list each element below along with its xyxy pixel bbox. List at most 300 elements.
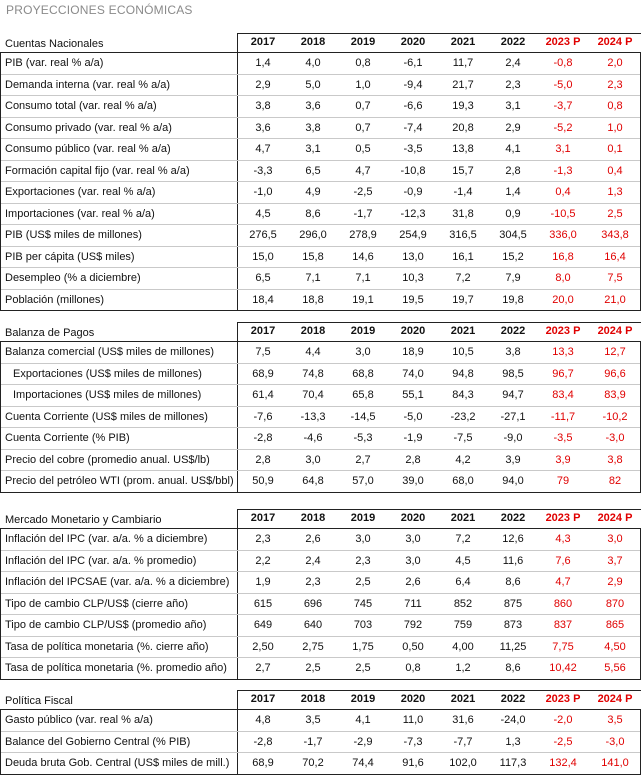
table-body: [0, 529, 641, 680]
value-cell: -2,5: [353, 186, 373, 198]
value-cell: -7,3: [403, 735, 423, 748]
value-cell: 84,3: [452, 389, 474, 401]
value-cell: 1,0: [607, 121, 623, 134]
value-cell: 4,2: [455, 453, 471, 466]
row-label: Cuenta Corriente (US$ miles de millones): [5, 410, 208, 423]
value-cell: -3,7: [553, 100, 573, 112]
year-header: 2019: [350, 512, 376, 524]
row-label: Población (millones): [5, 293, 105, 306]
value-cell: 4,0: [305, 57, 321, 69]
value-cell: 4,9: [305, 186, 321, 198]
value-cell: 64,8: [302, 475, 324, 487]
value-cell: 132,4: [549, 757, 577, 769]
value-cell: 2,3: [355, 554, 371, 567]
year-header: 2018: [300, 325, 326, 337]
value-cell: 875: [503, 597, 523, 610]
value-cell: 3,0: [305, 453, 321, 466]
table-body: [0, 342, 641, 493]
value-cell: 2,7: [355, 453, 371, 466]
value-cell: 0,9: [505, 207, 521, 220]
value-cell: -3,3: [253, 164, 273, 177]
value-cell: 1,3: [607, 186, 623, 198]
value-cell: 2,3: [505, 78, 521, 91]
table-row: [1, 753, 640, 774]
value-cell: 98,5: [502, 367, 524, 380]
value-cell: 8,6: [505, 576, 521, 588]
value-cell: 6,5: [305, 164, 321, 177]
value-cell: 870: [605, 597, 625, 610]
value-cell: 4,4: [305, 346, 321, 358]
value-cell: -3,5: [403, 143, 423, 155]
value-cell: -7,7: [453, 735, 473, 748]
value-cell: 1,75: [352, 640, 374, 653]
table-row: [1, 428, 640, 450]
value-cell: -23,2: [450, 410, 476, 423]
table-row: [1, 658, 640, 679]
value-cell: -7,6: [253, 410, 273, 423]
value-cell: 20,0: [552, 293, 574, 306]
table-row: [1, 615, 640, 637]
value-cell: 640: [303, 619, 323, 631]
value-cell: 3,7: [607, 554, 623, 567]
year-header: 2017: [250, 693, 276, 705]
section-title: Balanza de Pagos: [5, 327, 95, 339]
value-cell: 649: [253, 619, 273, 631]
value-cell: -10,5: [550, 207, 576, 220]
row-label: Exportaciones (var. real % a/a): [5, 186, 156, 198]
value-cell: 711: [404, 597, 422, 610]
value-cell: 57,0: [352, 475, 374, 487]
value-cell: 4,7: [255, 143, 271, 155]
table-row: [1, 471, 640, 492]
row-label: Desempleo (% a diciembre): [5, 272, 141, 284]
year-header: 2020: [400, 512, 426, 524]
value-cell: 276,5: [249, 229, 277, 241]
value-cell: -2,8: [253, 432, 273, 444]
value-cell: 0,5: [355, 143, 371, 155]
year-header: 2023 P: [545, 36, 581, 48]
row-label: Consumo privado (var. real % a/a): [5, 121, 172, 134]
value-cell: 759: [453, 619, 473, 631]
value-cell: 0,8: [405, 662, 421, 674]
value-cell: 336,0: [549, 229, 577, 241]
value-cell: -2,0: [553, 714, 573, 726]
section-header: [0, 509, 641, 529]
row-label: Deuda bruta Gob. Central (US$ miles de mill.): [5, 757, 230, 769]
year-header: 2023 P: [545, 512, 581, 524]
value-cell: 852: [453, 597, 473, 610]
value-cell: 304,5: [499, 229, 527, 241]
table-row: [1, 385, 640, 407]
value-cell: 4,00: [452, 640, 474, 653]
value-cell: 15,0: [252, 250, 274, 263]
value-cell: 102,0: [449, 757, 477, 769]
row-label: Exportaciones (US$ miles de millones): [13, 367, 202, 380]
value-cell: -0,8: [553, 57, 573, 69]
value-cell: -10,2: [602, 410, 628, 423]
value-cell: 2,5: [305, 662, 321, 674]
value-cell: 1,9: [255, 576, 271, 588]
value-cell: 19,3: [452, 100, 474, 112]
year-header: 2024 P: [597, 36, 633, 48]
table-row: [1, 225, 640, 247]
value-cell: 2,2: [255, 554, 271, 567]
year-header: 2017: [250, 512, 276, 524]
value-cell: 2,8: [505, 164, 521, 177]
value-cell: 6,4: [455, 576, 471, 588]
value-cell: 3,1: [305, 143, 321, 155]
value-cell: 7,2: [455, 533, 471, 545]
value-cell: -5,3: [353, 432, 373, 444]
table-row: [1, 268, 640, 290]
table-row: [1, 247, 640, 269]
row-label: Consumo total (var. real % a/a): [5, 100, 157, 112]
value-cell: 3,8: [305, 121, 321, 134]
value-cell: 21,0: [604, 293, 626, 306]
section-header: [0, 322, 641, 342]
value-cell: 3,0: [405, 554, 421, 567]
value-cell: 4,1: [505, 143, 521, 155]
value-cell: 3,1: [555, 143, 571, 155]
value-cell: 19,7: [452, 293, 474, 306]
year-header: 2021: [450, 36, 476, 48]
value-cell: 1,4: [255, 57, 271, 69]
value-cell: -2,9: [353, 735, 373, 748]
value-cell: -2,8: [253, 735, 273, 748]
value-cell: 11,0: [402, 714, 424, 726]
value-cell: 21,7: [452, 78, 474, 91]
table-row: [1, 572, 640, 594]
value-cell: 4,3: [555, 533, 571, 545]
value-cell: 2,4: [305, 554, 321, 567]
value-cell: 3,0: [355, 346, 371, 358]
row-label: PIB (var. real % a/a): [5, 57, 104, 69]
value-cell: 15,8: [302, 250, 324, 263]
year-header: 2019: [350, 325, 376, 337]
value-cell: 7,6: [555, 554, 571, 567]
value-cell: 2,8: [405, 453, 421, 466]
value-cell: 2,3: [607, 78, 623, 91]
value-cell: 68,9: [252, 757, 274, 769]
value-cell: 4,7: [555, 576, 571, 588]
value-cell: -5,0: [553, 78, 573, 91]
table-row: [1, 53, 640, 75]
value-cell: 1,4: [505, 186, 521, 198]
value-cell: 4,1: [355, 714, 371, 726]
value-cell: 70,2: [302, 757, 324, 769]
page-title: PROYECCIONES ECONÓMICAS: [6, 3, 193, 17]
value-cell: 10,42: [549, 662, 577, 674]
value-cell: 11,7: [452, 57, 474, 69]
value-cell: 20,8: [452, 121, 474, 134]
value-cell: 16,1: [452, 250, 474, 263]
section-title: Política Fiscal: [5, 695, 73, 707]
table-row: [1, 551, 640, 573]
value-cell: 12,7: [604, 346, 626, 358]
value-cell: 14,6: [352, 250, 374, 263]
table-row: [1, 732, 640, 754]
value-cell: 74,8: [302, 367, 324, 380]
value-cell: 696: [303, 597, 323, 610]
value-cell: 7,1: [355, 272, 371, 284]
year-header: 2021: [450, 693, 476, 705]
value-cell: 50,9: [252, 475, 274, 487]
value-cell: 74,0: [402, 367, 424, 380]
value-cell: 3,9: [505, 453, 521, 466]
value-cell: -0,9: [403, 186, 423, 198]
value-cell: 703: [353, 619, 373, 631]
value-cell: 16,4: [604, 250, 626, 263]
value-cell: 1,2: [455, 662, 471, 674]
value-cell: 4,5: [255, 207, 271, 220]
value-cell: -1,9: [403, 432, 423, 444]
section-1: [0, 322, 641, 493]
section-3: [0, 690, 641, 775]
value-cell: 3,1: [505, 100, 521, 112]
value-cell: -4,6: [303, 432, 323, 444]
value-cell: 3,5: [607, 714, 623, 726]
section-header: [0, 690, 641, 710]
value-cell: 3,0: [405, 533, 421, 545]
value-cell: -9,4: [403, 78, 423, 91]
value-cell: 4,7: [355, 164, 371, 177]
value-cell: 2,8: [255, 453, 271, 466]
value-cell: 278,9: [349, 229, 377, 241]
value-cell: 8,6: [505, 662, 521, 674]
value-cell: 6,5: [255, 272, 271, 284]
value-cell: 3,6: [255, 121, 271, 134]
value-cell: -13,3: [300, 410, 326, 423]
value-cell: 0,8: [607, 100, 623, 112]
value-cell: 8,0: [555, 272, 571, 284]
value-cell: -6,6: [403, 100, 423, 112]
value-cell: 4,50: [604, 640, 626, 653]
year-header: 2020: [400, 36, 426, 48]
table-row: [1, 594, 640, 616]
row-label: Gasto público (var. real % a/a): [5, 714, 153, 726]
value-cell: 3,5: [305, 714, 321, 726]
table-body: [0, 710, 641, 775]
value-cell: 343,8: [601, 229, 629, 241]
section-title: Cuentas Nacionales: [5, 38, 104, 50]
value-cell: 5,0: [305, 78, 321, 91]
value-cell: 2,3: [305, 576, 321, 588]
table-row: [1, 290, 640, 311]
value-cell: 19,5: [402, 293, 424, 306]
year-header: 2019: [350, 36, 376, 48]
table-row: [1, 710, 640, 732]
row-label: Consumo público (var. real % a/a): [5, 143, 171, 155]
row-label: Importaciones (var. real % a/a): [5, 207, 155, 220]
section-header: [0, 33, 641, 53]
value-cell: 2,50: [252, 640, 274, 653]
value-cell: 2,9: [255, 78, 271, 91]
value-cell: -11,7: [550, 410, 576, 423]
value-cell: 96,6: [604, 367, 626, 380]
value-cell: -24,0: [500, 714, 526, 726]
value-cell: 83,4: [552, 389, 574, 401]
value-cell: 0,7: [355, 100, 371, 112]
value-cell: 94,0: [502, 475, 524, 487]
table-row: [1, 161, 640, 183]
value-cell: 0,8: [355, 57, 371, 69]
table-row: [1, 450, 640, 472]
value-cell: 837: [553, 619, 573, 631]
table-row: [1, 342, 640, 364]
row-label: Tipo de cambio CLP/US$ (promedio año): [5, 619, 207, 631]
value-cell: 10,5: [452, 346, 474, 358]
value-cell: 7,75: [552, 640, 574, 653]
value-cell: 3,0: [355, 533, 371, 545]
value-cell: 19,8: [502, 293, 524, 306]
row-label: Balanza comercial (US$ miles de millones): [5, 346, 215, 358]
year-header: 2019: [350, 693, 376, 705]
value-cell: 91,6: [402, 757, 424, 769]
value-cell: 96,7: [552, 367, 574, 380]
value-cell: 7,5: [607, 272, 623, 284]
value-cell: 2,3: [255, 533, 271, 545]
year-header: 2017: [250, 36, 276, 48]
year-header: 2018: [300, 36, 326, 48]
value-cell: 94,8: [452, 367, 474, 380]
row-label: Precio del petróleo WTI (prom. anual. US$/bbl): [5, 475, 234, 487]
value-cell: 3,8: [607, 453, 623, 466]
value-cell: 79: [556, 475, 570, 487]
value-cell: -5,2: [553, 121, 573, 134]
value-cell: -1,7: [353, 207, 373, 220]
value-cell: 2,5: [355, 576, 371, 588]
row-label: Cuenta Corriente (% PIB): [5, 432, 130, 444]
table-row: [1, 637, 640, 659]
value-cell: 745: [353, 597, 373, 610]
value-cell: 68,0: [452, 475, 474, 487]
value-cell: -12,3: [400, 207, 426, 220]
value-cell: 2,0: [607, 57, 623, 69]
value-cell: -6,1: [403, 57, 423, 69]
value-cell: -3,0: [605, 432, 625, 444]
value-cell: 13,8: [452, 143, 474, 155]
value-cell: 7,9: [505, 272, 521, 284]
value-cell: 94,7: [502, 389, 524, 401]
row-label: PIB (US$ miles de millones): [5, 229, 142, 241]
year-header: 2020: [400, 325, 426, 337]
section-0: [0, 33, 641, 311]
section-2: [0, 509, 641, 680]
value-cell: 13,3: [552, 346, 574, 358]
value-cell: 3,9: [555, 453, 571, 466]
value-cell: -10,8: [400, 164, 426, 177]
value-cell: 74,4: [352, 757, 374, 769]
row-label: Importaciones (US$ miles de millones): [13, 389, 202, 401]
table-row: [1, 529, 640, 551]
value-cell: -3,5: [553, 432, 573, 444]
row-label: Tipo de cambio CLP/US$ (cierre año): [5, 597, 189, 610]
value-cell: 2,5: [355, 662, 371, 674]
value-cell: 296,0: [299, 229, 327, 241]
value-cell: -3,0: [605, 735, 625, 748]
value-cell: 3,8: [255, 100, 271, 112]
value-cell: 0,1: [607, 143, 623, 155]
value-cell: 18,8: [302, 293, 324, 306]
value-cell: 3,0: [607, 533, 623, 545]
value-cell: -1,4: [453, 186, 473, 198]
year-header: 2022: [500, 512, 526, 524]
value-cell: -1,3: [553, 164, 573, 177]
year-header: 2023 P: [545, 325, 581, 337]
year-header: 2020: [400, 693, 426, 705]
value-cell: 3,6: [305, 100, 321, 112]
table-row: [1, 182, 640, 204]
value-cell: 68,9: [252, 367, 274, 380]
value-cell: 1,0: [355, 78, 371, 91]
value-cell: 83,9: [604, 389, 626, 401]
value-cell: 82: [608, 475, 622, 487]
year-header: 2024 P: [597, 512, 633, 524]
value-cell: 7,1: [305, 272, 321, 284]
value-cell: 16,8: [552, 250, 574, 263]
value-cell: 2,6: [305, 533, 321, 545]
year-header: 2018: [300, 693, 326, 705]
row-label: Inflación del IPC (var. a/a. % promedio): [5, 554, 197, 567]
year-header: 2024 P: [597, 325, 633, 337]
row-label: PIB per cápita (US$ miles): [5, 250, 135, 263]
value-cell: 13,0: [402, 250, 424, 263]
value-cell: -27,1: [500, 410, 526, 423]
value-cell: 2,5: [607, 207, 623, 220]
year-header: 2017: [250, 325, 276, 337]
value-cell: -1,7: [303, 735, 323, 748]
value-cell: -7,4: [403, 121, 423, 134]
value-cell: 2,7: [255, 662, 271, 674]
value-cell: 316,5: [449, 229, 477, 241]
year-header: 2024 P: [597, 693, 633, 705]
table-row: [1, 139, 640, 161]
value-cell: 1,3: [505, 735, 521, 748]
value-cell: 61,4: [252, 389, 274, 401]
value-cell: 615: [253, 597, 273, 610]
value-cell: 865: [605, 619, 625, 631]
table-row: [1, 364, 640, 386]
value-cell: 4,5: [455, 554, 471, 567]
value-cell: 8,6: [305, 207, 321, 220]
value-cell: -7,5: [453, 432, 473, 444]
value-cell: 12,6: [502, 533, 524, 545]
year-header: 2023 P: [545, 693, 581, 705]
value-cell: 15,7: [452, 164, 474, 177]
value-cell: 65,8: [352, 389, 374, 401]
table-row: [1, 204, 640, 226]
value-cell: 39,0: [402, 475, 424, 487]
value-cell: 2,9: [607, 576, 623, 588]
value-cell: 0,4: [607, 164, 623, 177]
value-cell: -2,5: [553, 735, 573, 748]
value-cell: 7,2: [455, 272, 471, 284]
value-cell: 3,8: [505, 346, 521, 358]
value-cell: -9,0: [503, 432, 523, 444]
row-label: Formación capital fijo (var. real % a/a): [5, 164, 190, 177]
value-cell: 11,25: [499, 640, 527, 653]
year-header: 2022: [500, 325, 526, 337]
row-label: Balance del Gobierno Central (% PIB): [5, 735, 191, 748]
year-header: 2022: [500, 693, 526, 705]
value-cell: 7,5: [255, 346, 271, 358]
value-cell: 18,4: [252, 293, 274, 306]
value-cell: 117,3: [499, 757, 527, 769]
value-cell: 2,4: [505, 57, 521, 69]
value-cell: -5,0: [403, 410, 423, 423]
table-row: [1, 407, 640, 429]
row-label: Inflación del IPC (var. a/a. % a diciembre): [5, 533, 208, 545]
